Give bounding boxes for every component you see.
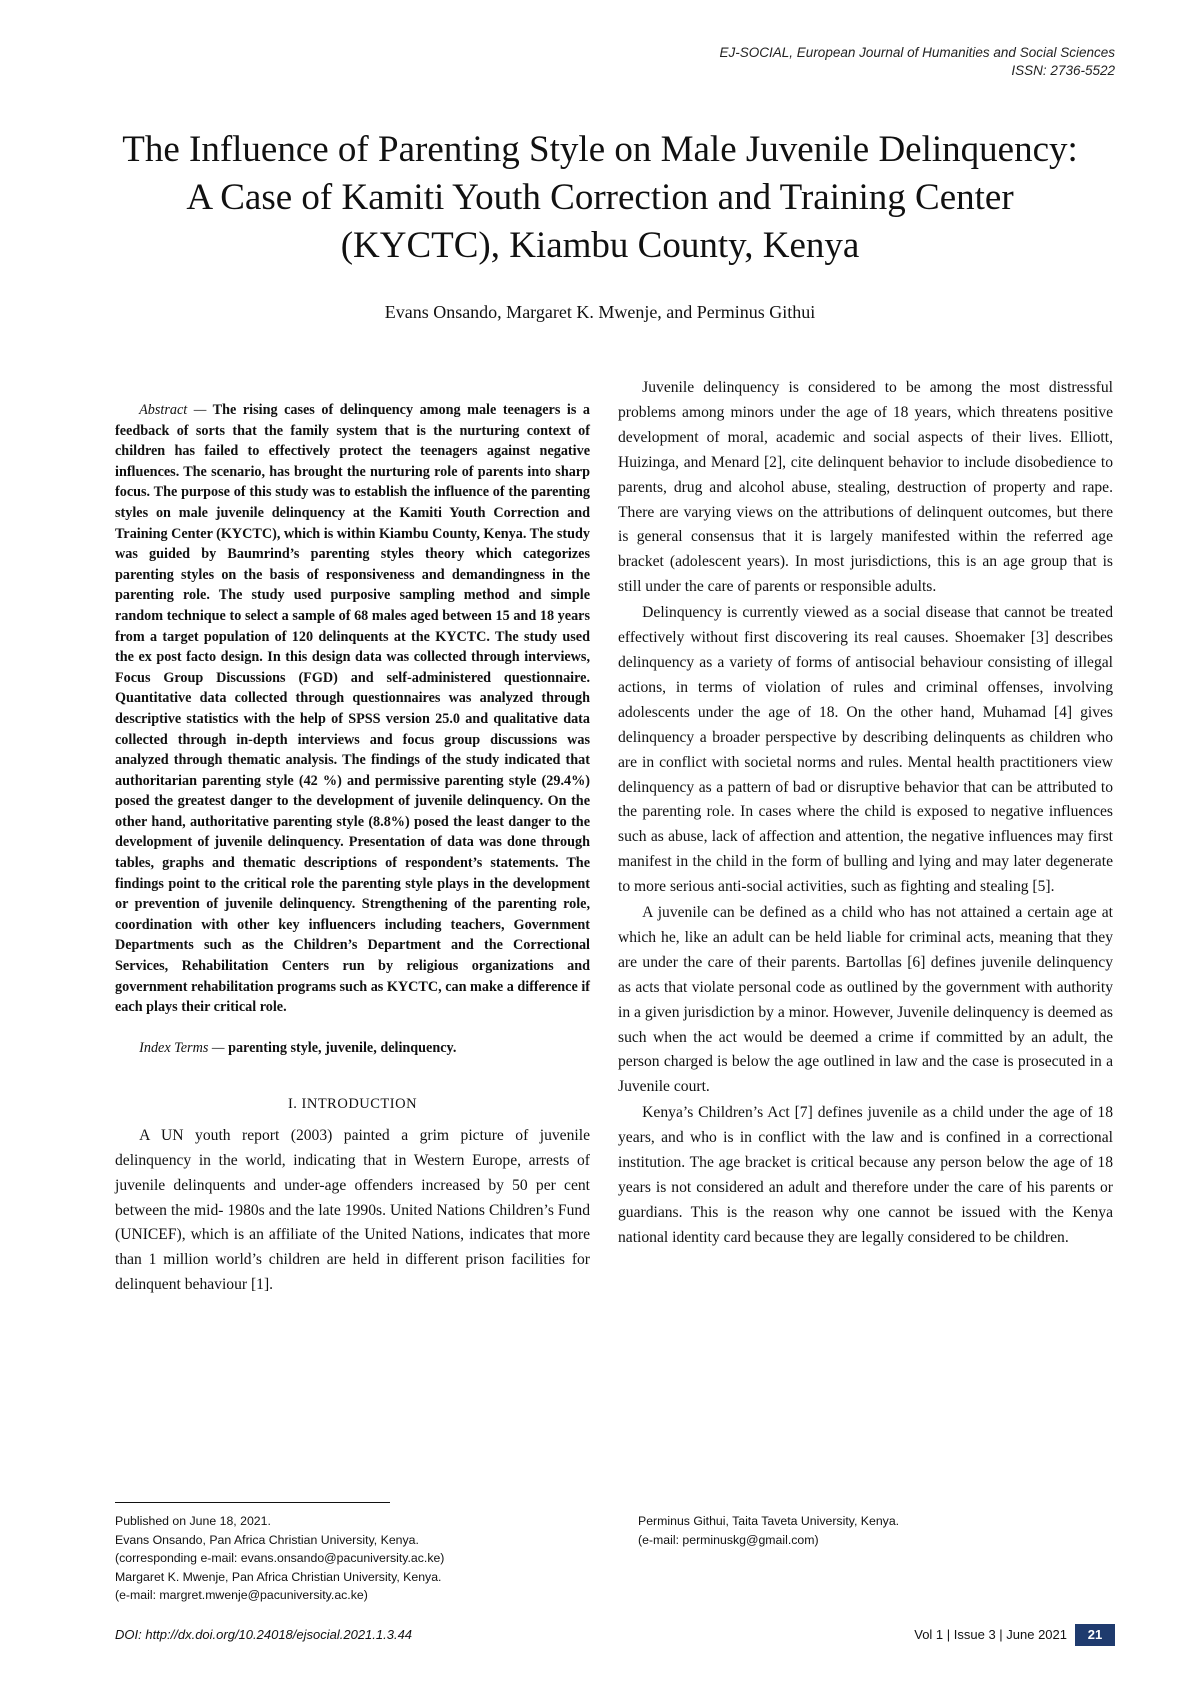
- abstract-text: The rising cases of delinquency among male teenagers is a feedback of sorts that the family system that is the nurturing context of children has failed to effectively protect the teenagers against negative influences. The scenario, has brought the nurturing role of parents into sharp focus. The purpose of this study was to establish the influence of the parenting styles on male juvenile delinquency at the Kamiti Youth Correction and Training Center (KYCTC), which is within Kiambu County, Kenya. The study was guided by Baumrind’s parenting styles theory which categorizes parenting styles on the basis of responsiveness and demandingness in the parenting role. The study used purposive sampling method and simple random technique to select a sample of 68 males aged between 15 and 18 years from a target population of 120 delinquents at the KYCTC. The study used the ex post facto design. In this design data was collected through interviews, Focus Group Discussions (FGD) and self-administered questionnaire. Quantitative data collected through questionnaires was analyzed through descriptive statistics with the help of SPSS version 25.0 and qualitative data collected through in-depth interviews and focus group discussions was analyzed through thematic analysis. The findings of the study indicated that authoritarian parenting style (42 %) and permissive parenting style (29.4%) posed the greatest danger to the development of juvenile delinquency. On the other hand, authoritative parenting style (8.8%) posed the least danger to the development of juvenile delinquency. Presentation of data was done through tables, graphs and thematic descriptions of respondent’s statements. The findings point to the critical role the parenting style plays in the development or prevention of juvenile delinquency. Strengthening of the parenting role, coordination with other key influencers including teachers, Government Departments such as the Children’s Department and the Correctional Services, Rehabilitation Centers run by religious organizations and government rehabilitation programs such as KYCTC, can make a difference if each plays their critical role.: [115, 402, 590, 1016]
- footnote-line: (e-mail: perminuskg@gmail.com): [638, 1532, 819, 1547]
- body-paragraph: A UN youth report (2003) painted a grim picture of juvenile delinquency in the world, indicating that in Western Europe, arrests of juvenile delinquents and under-age offenders increased by 50 per cent between the mid- 1980s and the late 1990s. United Nations Children’s Fund (UNICEF), which is an affiliate of the United Nations, indicates that more than 1 million world’s children are held in different prison facilities for delinquent behaviour [1].: [115, 1126, 590, 1294]
- index-terms-label: Index Terms —: [139, 1039, 225, 1056]
- body-paragraph: A juvenile can be defined as a child who has not attained a certain age at which he, like an adult can be held liable for criminal acts, meaning that they are under the care of their parents. Bartollas [6] defines juvenile delinquency as acts that violate personal code as outlined by the government with authority in a given jurisdiction by a minor. However, Juvenile delinquency is deemed as such when the act would be deemed a crime if committed by an adult, the person charged is below the age outlined in law and the case is prosecuted in a Juvenile court.: [618, 904, 1113, 1096]
- page-footer: [115, 1624, 1115, 1646]
- journal-issn: ISSN: 2736-5522: [1011, 63, 1115, 78]
- paper-authors: Evans Onsando, Margaret K. Mwenje, and Perminus Githui: [384, 302, 816, 322]
- abstract-label: Abstract —: [139, 402, 207, 418]
- issue-info: Vol 1 | Issue 3 | June 2021: [914, 1627, 1067, 1642]
- footnote-line: Perminus Githui, Taita Taveta University, Kenya.: [638, 1514, 900, 1528]
- footnotes-left: [115, 1512, 595, 1605]
- doi-link[interactable]: DOI: http://dx.doi.org/10.24018/ejsocial.2021.1.3.44: [115, 1627, 413, 1642]
- footnote-divider: [115, 1502, 390, 1503]
- body-paragraph: Delinquency is currently viewed as a social disease that cannot be treated effectively without first discovering its real causes. Shoemaker [3] describes delinquency as a variety of forms of antisocial behaviour consisting of illegal actions, in terms of violation of rules and criminal offenses, involving adolescents under the age of 18. On the other hand, Muhamad [4] gives delinquency a broader perspective by describing delinquents as children who are in conflict with societal norms and rules. Mental health practitioners view delinquency as a pattern of bad or disruptive behavior that can be attributed to the parenting role. In cases where the child is exposed to negative influences such as abuse, lack of affection and attention, the negative influences may first manifest in the child in the form of bulling and lying and may later degenerate to more serious anti-social activities, such as fighting and stealing [5].: [618, 604, 1113, 896]
- left-column: [115, 400, 590, 1298]
- index-terms-text: parenting style, juvenile, delinquency.: [228, 1039, 457, 1056]
- page-number-badge: 21: [1075, 1624, 1115, 1646]
- footnote-line: (corresponding e-mail: evans.onsando@pacuniversity.ac.ke): [115, 1551, 445, 1566]
- footnote-line: Margaret K. Mwenje, Pan Africa Christian University, Kenya.: [115, 1569, 442, 1584]
- section-heading-introduction: I. INTRODUCTION: [287, 1095, 418, 1112]
- abstract: [115, 400, 590, 1018]
- footnote-line: (e-mail: margret.mwenje@pacuniversity.ac.ke): [115, 1588, 368, 1603]
- paper-title: The Influence of Parenting Style on Male Juvenile Delinquency: A Case of Kamiti Youth Correction and Training Center (KYCTC), Kiambu County, Kenya: [122, 129, 1078, 266]
- journal-name: EJ-SOCIAL, European Journal of Humanities and Social Sciences: [719, 45, 1115, 60]
- right-column: [618, 376, 1113, 1251]
- footnote-line: Published on June 18, 2021.: [115, 1514, 271, 1528]
- body-paragraph: Kenya’s Children’s Act [7] defines juvenile as a child under the age of 18 years, and who is in conflict with the law and is confined in a correctional institution. The age bracket is critical because any person below the age of 18 years is not considered an adult and therefore under the care of his parents or guardians. This is the reason why one cannot be issued with the Kenya national identity card because they are legally considered to be children.: [618, 1104, 1113, 1246]
- body-paragraph: Juvenile delinquency is considered to be among the most distressful problems among minors under the age of 18 years, which threatens positive development of moral, academic and social aspects of their lives. Elliott, Huizinga, and Menard [2], cite delinquent behavior to include disobedience to parents, drug and alcohol abuse, stealing, destruction of property and rape. There are varying views on the attributions of delinquent outcomes, but there is general consensus that it is largely manifested within the referred age bracket (adolescent years). In most jurisdictions, this is an age group that is still under the care of parents or responsible adults.: [618, 379, 1113, 596]
- footnote-line: Evans Onsando, Pan Africa Christian University, Kenya.: [115, 1532, 419, 1547]
- journal-header: [720, 44, 1115, 80]
- footnotes-right: [638, 1512, 1098, 1549]
- index-terms: [115, 1038, 590, 1058]
